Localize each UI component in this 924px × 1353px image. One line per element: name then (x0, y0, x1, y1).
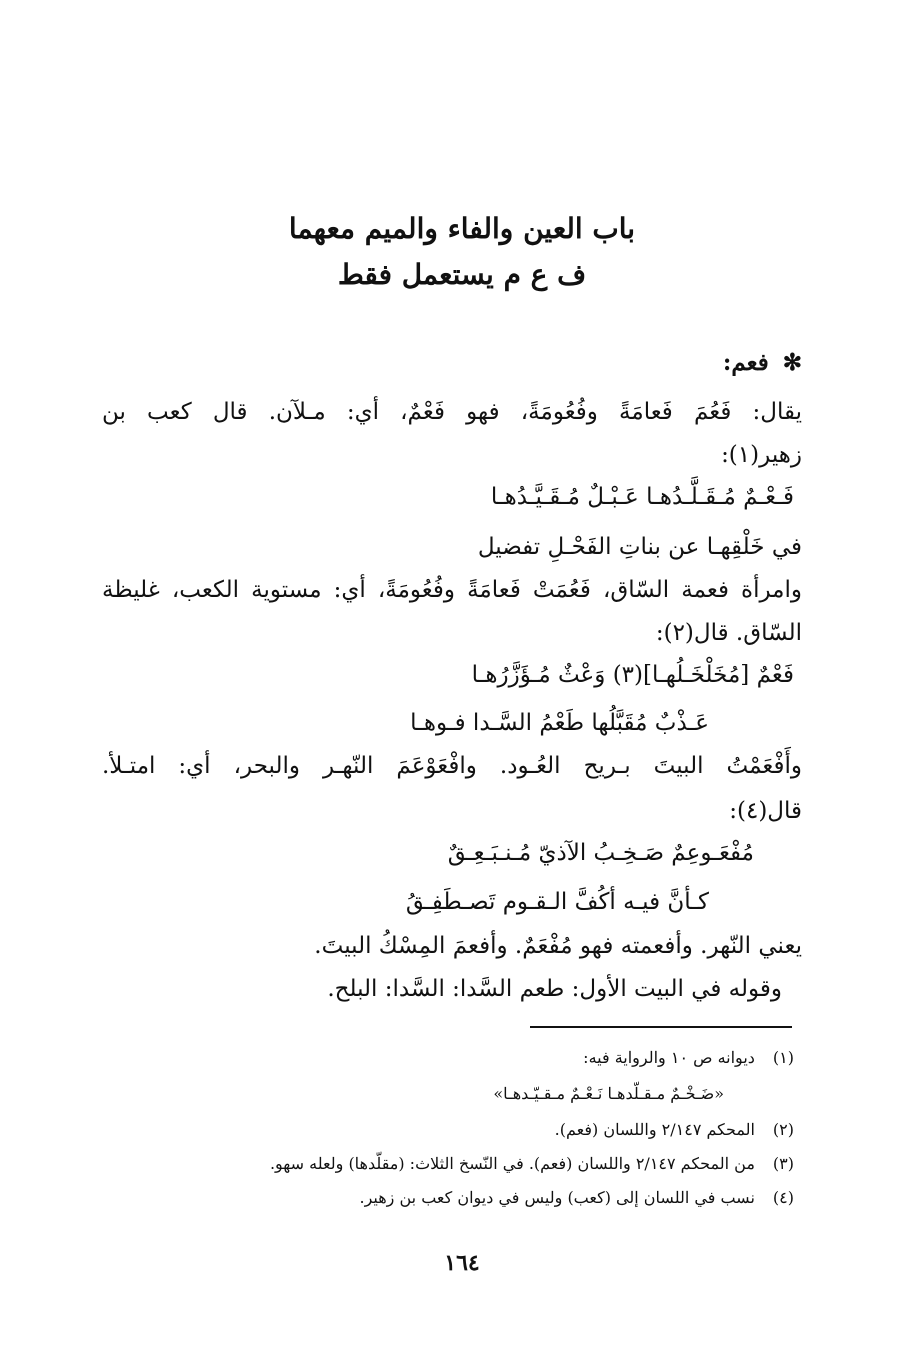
body-line-2: زهير(١): (721, 442, 802, 468)
verse-2-first-hemistich: فَعْمٌ [مُخَلْخَـلُهـا](٣) وَعْثٌ مُـؤَزَّرُهـا (471, 662, 794, 688)
footnote-1 (114, 1046, 794, 1070)
body-line-3: وامرأة فعمة السّاق، فَعُمَتْ فَعامَةً وفُعُومَةً، أي: مستوية الكعب، غليظة (102, 577, 802, 603)
body-line-6: قال(٤): (729, 798, 802, 824)
chapter-title: باب العين والفاء والميم معهما (288, 212, 636, 245)
footnote-divider (530, 1026, 792, 1028)
footnote-1-quote (44, 1082, 724, 1106)
entry-heading (102, 346, 802, 380)
footnote-number: (٣) (772, 1154, 794, 1173)
footnote-number: (٤) (772, 1188, 794, 1207)
footnote-text: نسب في اللسان إلى (كعب) وليس في ديوان كعب بن زهير. (359, 1188, 755, 1207)
footnote-2 (114, 1118, 794, 1142)
footnote-4 (114, 1186, 794, 1210)
footnote-3 (114, 1152, 794, 1176)
verse-3-second-hemistich: كـأنَّ فيـه أكُفَّ الـقـوم تَصـطَفِـقُ (405, 889, 709, 915)
body-line-4: السّاق. قال(٢): (655, 620, 802, 646)
chapter-subtitle: ف ع م يستعمل فقط (337, 258, 587, 291)
footnote-number: (٢) (772, 1120, 794, 1139)
footnote-text: ديوانه ص ١٠ والرواية فيه: (583, 1048, 755, 1067)
body-line-8: وقوله في البيت الأول: طعم السَّدا: السَّدا: البلح. (327, 976, 782, 1002)
entry-headword: فعم: (722, 349, 769, 376)
body-line-7: يعني النّهر. وأفعمته فهو مُفْعَمٌ. وأفعمَ المِسْكُ البيتَ. (314, 933, 802, 959)
verse-3-first-hemistich: مُفْعَـوعِمٌ صَـخِـبُ الآذيّ مُـنـبَـعِـقٌ (447, 840, 754, 866)
page-number: ١٦٤ (444, 1250, 480, 1276)
footnote-text: «ضَـخْـمٌ مـقـلّدهـا نَـعْـمٌ مـقـيّـدهـا» (493, 1084, 724, 1103)
verse-1-first-hemistich: فَـعْـمٌ مُـقَـلَّـدُهـا عَـبْـلٌ مُـقَـيَّـدُهـا (490, 484, 794, 510)
body-line-5: وأَفْعَمْتُ البيتَ بـريح العُـود. وافْعَوْعَمَ النّهـر والبحر، أي: امتـلأ. (102, 753, 802, 779)
verse-2-second-hemistich: عَـذْبٌ مُقَبَّلُها طَعْمُ السَّـدا فـوهـا (410, 710, 709, 736)
body-line-1: يقال: فَعُمَ فَعامَةً وفُعُومَةً، فهو فَعْمٌ، أي: مـلآن. قال كعب بن (102, 399, 802, 425)
footnote-text: من المحكم ٢/١٤٧ واللسان (فعم). في النّسخ الثلاث: (مقلّدها) ولعله سهو. (269, 1154, 755, 1173)
verse-1-second-hemistich: في خَلْقِهـا عن بناتِ الفَحْـلِ تفضيل (477, 534, 802, 560)
footnote-number: (١) (772, 1048, 794, 1067)
footnote-text: المحكم ٢/١٤٧ واللسان (فعم). (554, 1120, 755, 1139)
star-icon: ✻ (782, 349, 802, 376)
